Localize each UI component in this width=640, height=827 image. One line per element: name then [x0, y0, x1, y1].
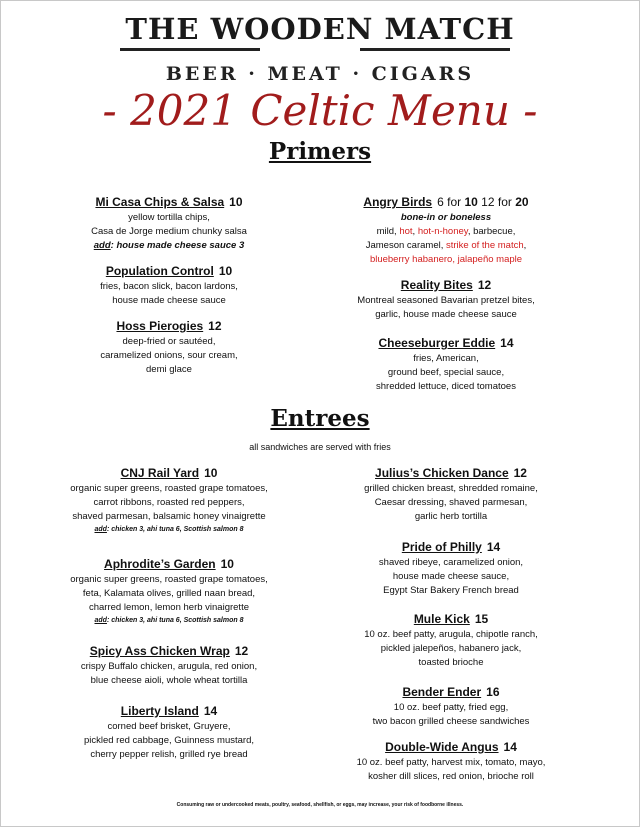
entrees-title: Entrees [270, 405, 370, 432]
item-name: CNJ Rail Yard [120, 466, 200, 480]
menu-item [306, 610, 596, 670]
item-name: Mule Kick [413, 612, 470, 626]
item-desc-line: 10 oz. beef patty, harvest mix, tomato, mayo, [356, 757, 546, 768]
item-desc-line: cherry pepper relish, grilled rye bread [90, 749, 248, 760]
item-price: 12 [477, 278, 492, 292]
menu-item [306, 683, 596, 729]
item-desc-line: crispy Buffalo chicken, arugula, red onion, [80, 661, 258, 672]
item-style: bone-in or boneless [400, 212, 492, 223]
item-desc-line: corned beef brisket, Gruyere, [107, 721, 231, 732]
item-desc-line: fries, American, [413, 353, 479, 364]
menu-item [296, 276, 596, 322]
add-label: add [94, 526, 107, 533]
item-desc-line: shaved ribeye, caramelized onion, [378, 557, 524, 568]
item-price: 10 [229, 195, 243, 209]
item-price: 15 [474, 612, 489, 626]
menu-item [24, 262, 314, 308]
item-name: Population Control [105, 264, 214, 278]
item-price: 14 [486, 540, 501, 554]
sauce-hot: hot [399, 226, 413, 237]
item-desc-line: toasted brioche [418, 657, 484, 668]
item-name: Liberty Island [120, 704, 199, 718]
menu-item [24, 193, 314, 253]
item-desc-line: Montreal seasoned Bavarian pretzel bites, [357, 295, 535, 306]
logo-rule-left [120, 48, 260, 51]
item-desc-text: , [523, 240, 527, 251]
menu-item [24, 464, 314, 535]
item-desc-line: demi glace [146, 364, 192, 375]
item-name: Bender Ender [402, 685, 482, 699]
item-price: 10 [204, 466, 218, 480]
item-desc-line: yellow tortilla chips, [128, 212, 210, 223]
item-desc-text: mild, [376, 226, 400, 237]
menu-item [306, 738, 596, 784]
restaurant-tagline: BEER · MEAT · CIGARS [165, 63, 475, 85]
item-desc-line: feta, Kalamata olives, grilled naan bread, [82, 588, 256, 599]
item-name: Cheeseburger Eddie [378, 336, 496, 350]
item-desc-line: garlic herb tortilla [414, 511, 488, 522]
item-name: Hoss Pierogies [116, 319, 204, 333]
item-desc-line: house made cheese sauce [112, 295, 226, 306]
item-desc-line: caramelized onions, sour cream, [100, 350, 238, 361]
menu-item [296, 334, 596, 394]
item-desc-line: organic super greens, roasted grape tomatoes, [70, 574, 268, 585]
item-desc-line: Egypt Star Bakery French bread [383, 585, 519, 596]
item-price: 10 [220, 557, 234, 571]
add-label: add [94, 617, 107, 624]
item-desc-line: pickled jalepeños, habanero jack, [380, 643, 522, 654]
item-desc-line: grilled chicken breast, shredded romaine, [364, 483, 538, 494]
item-name: Julius’s Chicken Dance [375, 466, 509, 480]
item-price: 10 [218, 264, 233, 278]
sauce-hot-n-honey: hot-n-honey [417, 226, 468, 237]
item-desc-line: blue cheese aioli, whole wheat tortilla [90, 675, 248, 686]
menu-item [24, 555, 314, 626]
item-desc-line: shaved parmesan, balsamic honey vinaigrette [72, 511, 266, 522]
item-price: 12 [208, 319, 222, 333]
item-desc-line: carrot ribbons, roasted red peppers, [93, 497, 245, 508]
foodborne-disclaimer: Consuming raw or undercooked meats, poultry, seafood, shellfish, or eggs, may increase, your risk of foodborne illness. [176, 802, 464, 808]
item-desc-line: charred lemon, lemon herb vinaigrette [88, 602, 249, 613]
item-price: 12 [234, 644, 249, 658]
item-price: 14 [503, 740, 517, 754]
item-desc-line: 10 oz. beef patty, fried egg, [393, 702, 509, 713]
item-desc-text: Jameson caramel, [365, 240, 446, 251]
menu-title: - 2021 Celtic Menu - [102, 86, 538, 135]
item-price-label: 12 for [481, 195, 512, 209]
menu-item-angry-birds [296, 193, 596, 267]
sauce-strike-of-the-match: strike of the match [446, 240, 524, 251]
item-name: Mi Casa Chips & Salsa [95, 195, 225, 209]
item-desc-line: Casa de Jorge medium chunky salsa [91, 226, 247, 237]
item-desc-line: house made cheese sauce, [392, 571, 510, 582]
item-price: 20 [515, 195, 529, 209]
menu-item [306, 464, 596, 524]
item-desc-line: fries, bacon slick, bacon lardons, [100, 281, 238, 292]
entrees-note: all sandwiches are served with fries [249, 442, 391, 452]
menu-item [24, 317, 314, 377]
item-desc-line: two bacon grilled cheese sandwiches [372, 716, 530, 727]
primers-title: Primers [268, 138, 372, 165]
item-name: Pride of Philly [401, 540, 482, 554]
item-desc-line: ground beef, special sauce, [387, 367, 505, 378]
menu-item [306, 538, 596, 598]
item-desc-text: , barbecue, [467, 226, 516, 237]
item-price: 14 [500, 336, 514, 350]
item-price: 14 [203, 704, 218, 718]
item-price-label: 6 for [437, 195, 462, 209]
item-desc-line: kosher dill slices, red onion, brioche roll [368, 771, 534, 782]
item-desc-line: pickled red cabbage, Guinness mustard, [83, 735, 255, 746]
item-price: 16 [486, 685, 500, 699]
logo-rule-right [360, 48, 510, 51]
restaurant-name: THE WOODEN MATCH [125, 12, 515, 46]
sauce-list-red: blueberry habanero, jalapeño maple [369, 254, 523, 265]
add-text: : house made cheese sauce 3 [110, 240, 245, 251]
item-price: 12 [513, 466, 527, 480]
item-price: 10 [464, 195, 478, 209]
item-desc-line: organic super greens, roasted grape tomatoes, [70, 483, 268, 494]
add-label: add [93, 240, 111, 251]
item-name: Aphrodite’s Garden [104, 557, 216, 571]
add-text: : chicken 3, ahi tuna 6, Scottish salmon 8 [106, 526, 244, 533]
item-desc-line: deep-fried or sautéed, [122, 336, 216, 347]
item-desc-line: garlic, house made cheese sauce [375, 309, 517, 320]
item-name: Spicy Ass Chicken Wrap [89, 644, 230, 658]
item-name: Reality Bites [400, 278, 473, 292]
item-desc-line: shredded lettuce, diced tomatoes [376, 381, 516, 392]
item-desc-line: Caesar dressing, shaved parmesan, [374, 497, 528, 508]
item-desc-line: 10 oz. beef patty, arugula, chipotle ranch, [364, 629, 538, 640]
item-desc-text: , [412, 226, 418, 237]
menu-item [24, 642, 314, 688]
item-name: Angry Birds [363, 195, 433, 209]
menu-item [24, 702, 314, 762]
add-text: : chicken 3, ahi tuna 6, Scottish salmon 8 [106, 617, 244, 624]
item-name: Double-Wide Angus [385, 740, 499, 754]
